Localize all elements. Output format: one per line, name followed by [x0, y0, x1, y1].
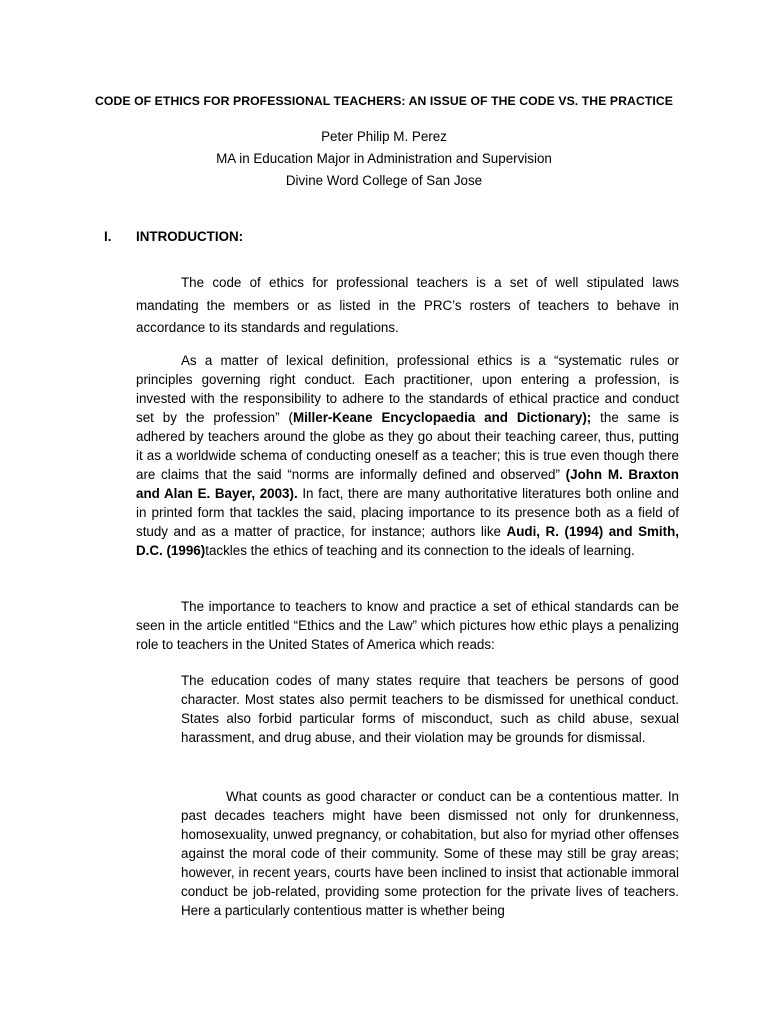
- author-degree: MA in Education Major in Administration and Supervision: [216, 151, 552, 166]
- section-number: I.: [104, 229, 112, 244]
- paragraph-2-text-4: tackles the ethics of teaching and its connection to the ideals of learning.: [205, 543, 635, 558]
- paragraph-2: [136, 351, 679, 560]
- citation-braxton-bayer: (John M. Braxton and Alan E. Bayer, 2003).: [136, 467, 679, 501]
- paragraph-1: The code of ethics for professional teachers is a set of well stipulated laws mandating the members or as listed in the PRC’s rosters of teachers to behave in accordance to its standards and regulations.: [136, 275, 679, 335]
- block-quote-2: What counts as good character or conduct can be a contentious matter. In past decades teachers might have been dismissed not only for drunkenness, homosexuality, unwed pregnancy, or cohabitation, but also for myriad other offenses against the moral code of their community. Some of these may still be gray areas; however, in recent years, courts have been inclined to insist that actionable immoral conduct be job-related, providing some protection for the private lives of teachers. Here a particularly contentious matter is whether being: [181, 789, 679, 918]
- paragraph-2-text-1: As a matter of lexical definition, professional ethics is a “systematic rules or principles governing right conduct. Each practitioner, upon entering a profession, is invested with the responsibility to adhere to the standards of ethical practice and conduct set by the profession” (: [136, 353, 679, 425]
- author-block: [0, 126, 768, 192]
- block-quote-1: The education codes of many states require that teachers be persons of good character. Most states also permit teachers to be dismissed for unethical conduct. States also forbid particular forms of misconduct, such as child abuse, sexual harassment, and drug abuse, and their violation may be grounds for dismissal.: [181, 673, 679, 745]
- citation-miller-keane: Miller-Keane Encyclopaedia and Dictionary);: [292, 410, 592, 425]
- citation-audi-smith: Audi, R. (1994) and Smith, D.C. (1996): [136, 524, 679, 558]
- author-institution: Divine Word College of San Jose: [285, 173, 483, 188]
- author-name: Peter Philip M. Perez: [321, 129, 447, 144]
- section-title: INTRODUCTION:: [136, 229, 244, 244]
- paragraph-3: The importance to teachers to know and practice a set of ethical standards can be seen in the article entitled “Ethics and the Law” which pictures how ethic plays a penalizing role to teachers in the United States of America which reads:: [136, 599, 679, 652]
- section-heading: [104, 229, 243, 244]
- paragraph-2-text-2: the same is adhered by teachers around the globe as they go about their teaching career, thus, putting it as a worldwide schema of conducting oneself as a teacher; this is true even though there are claims that the said “norms are informally defined and observed”: [136, 410, 679, 482]
- document-title: CODE OF ETHICS FOR PROFESSIONAL TEACHERS: AN ISSUE OF THE CODE VS. THE PRACTICE: [94, 94, 674, 108]
- paragraph-2-text-3: In fact, there are many authoritative literatures both online and in printed form that tackles the said, placing importance to its presence both as a field of study and as a matter of practice, for instance; authors like: [136, 486, 679, 539]
